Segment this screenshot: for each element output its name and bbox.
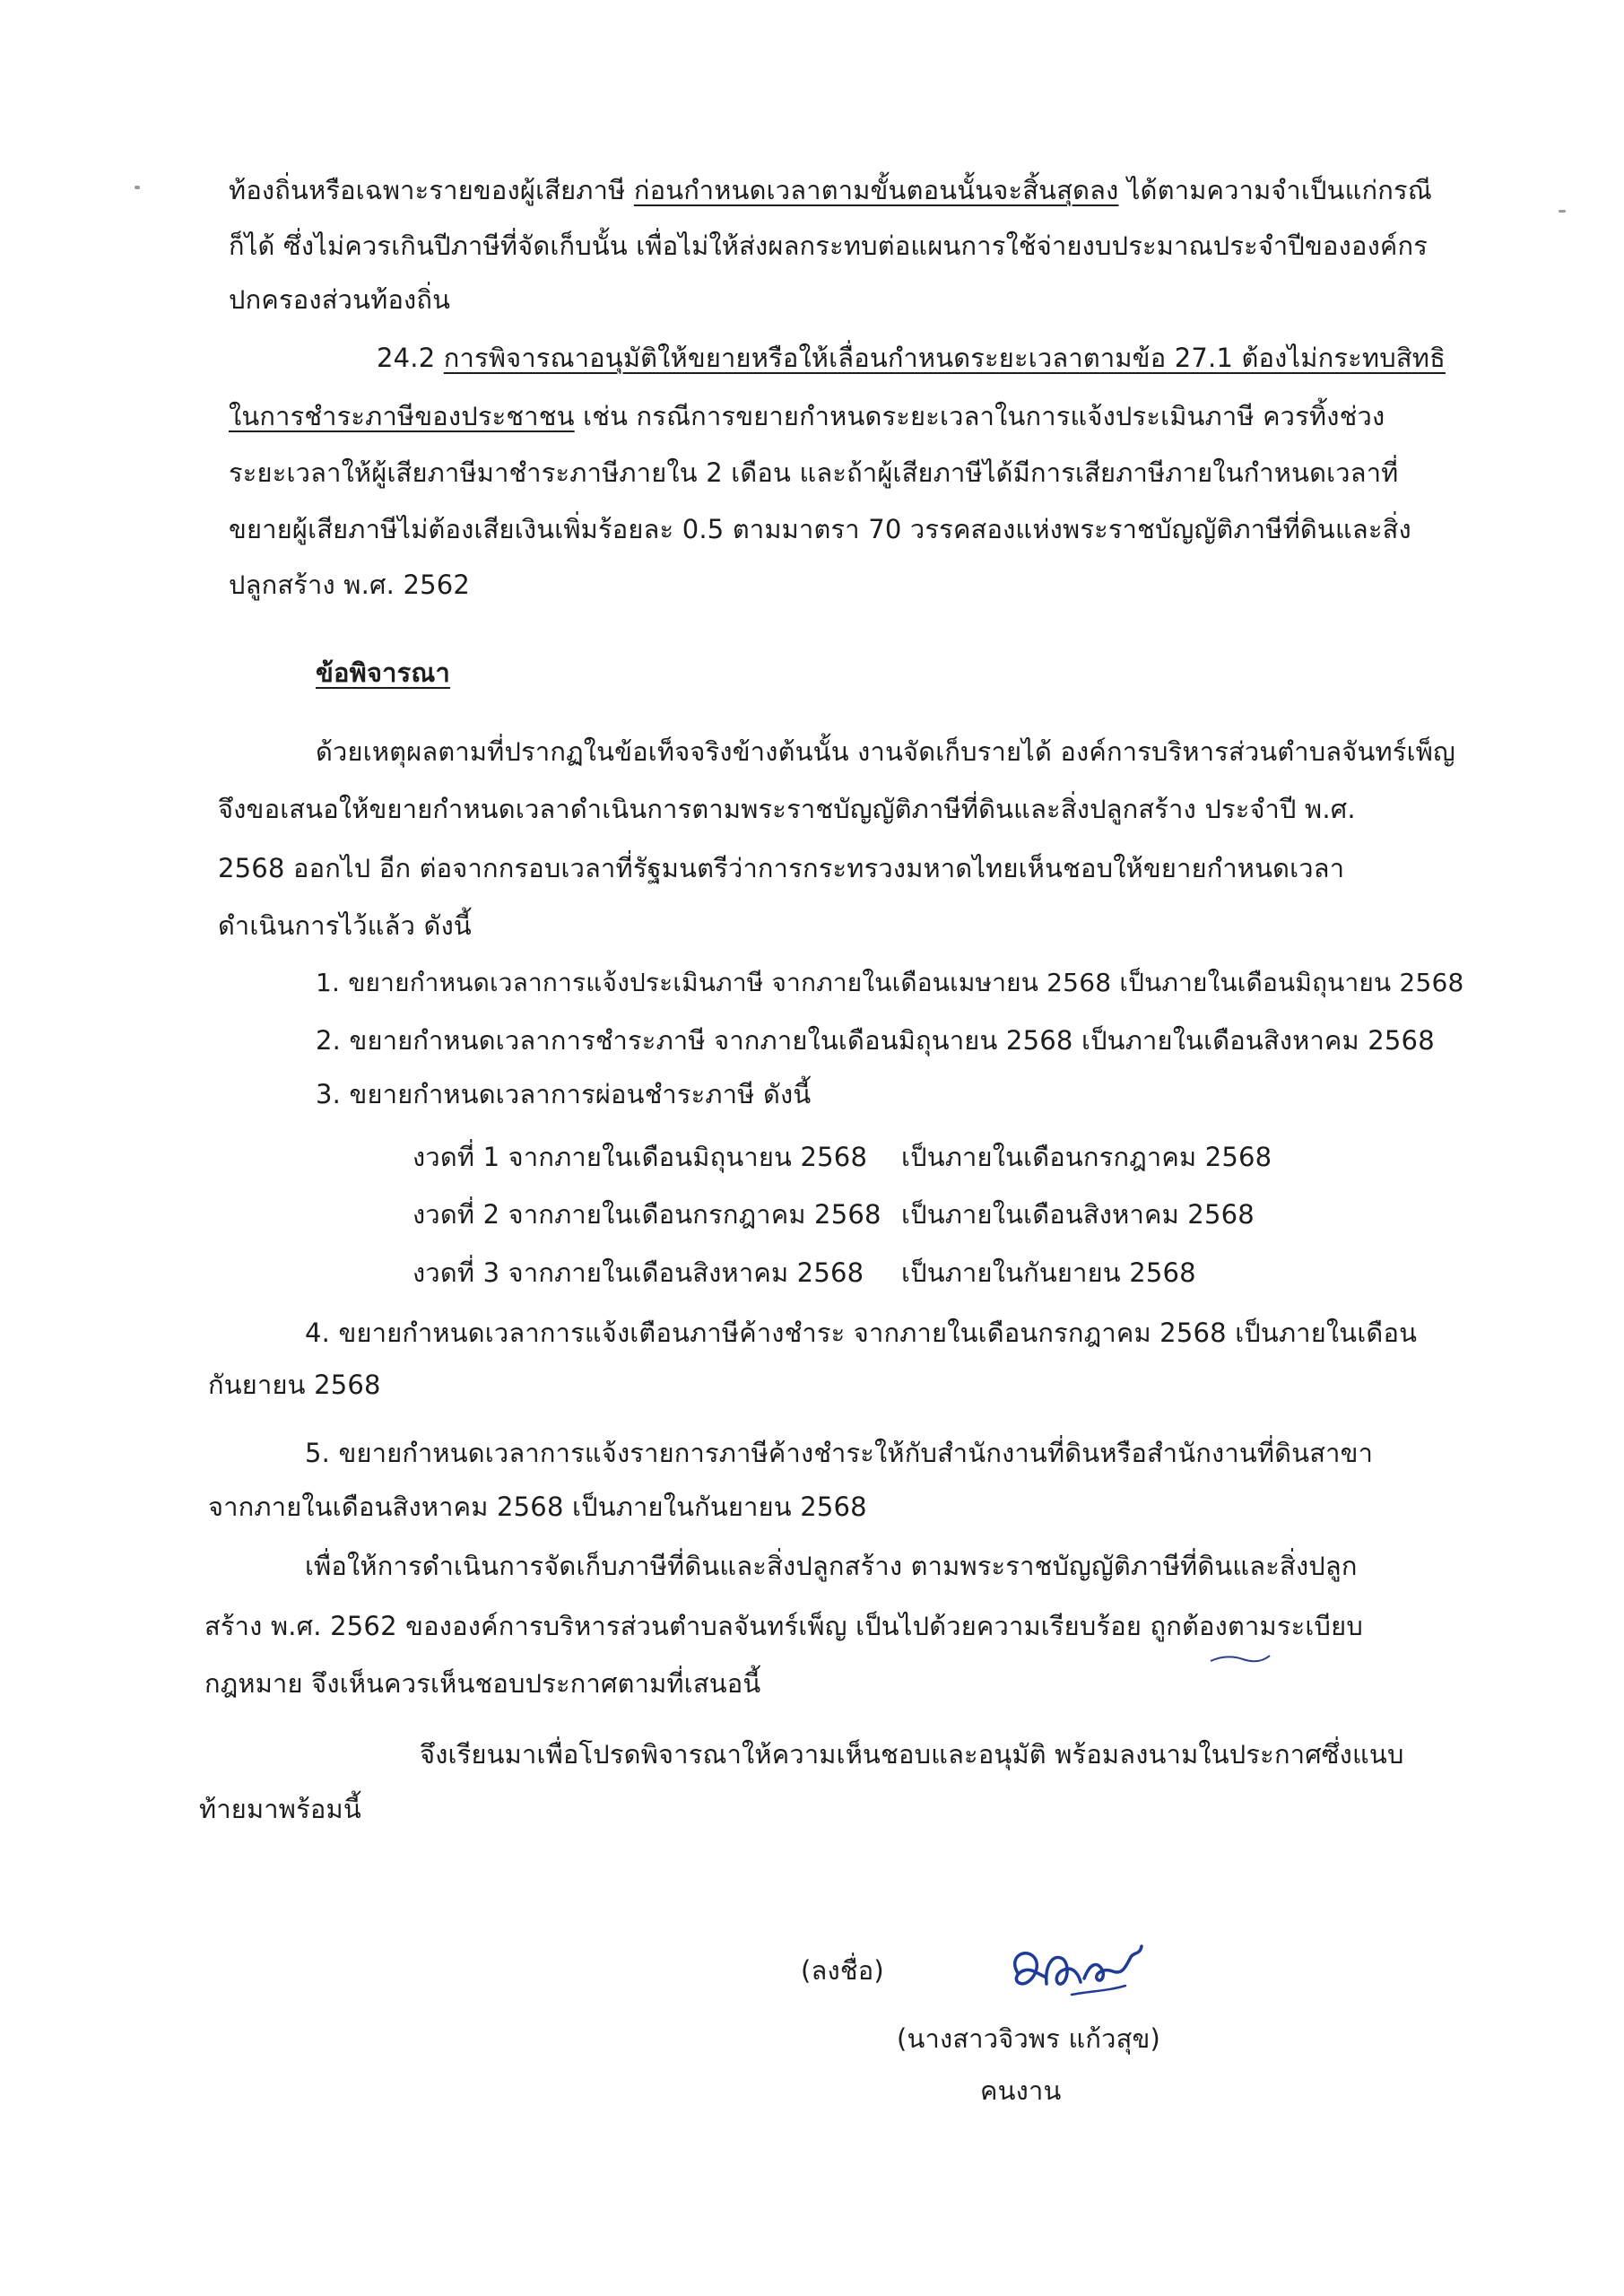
paragraph-3-line-4: ดำเนินการไว้แล้ว ดังนี้ xyxy=(218,910,472,941)
installment-1-to: เป็นภายในเดือนกรกฎาคม 2568 xyxy=(901,1142,1272,1172)
installment-2-from: งวดที่ 2 จากภายในเดือนกรกฎาคม 2568 xyxy=(413,1199,881,1230)
section-heading: ข้อพิจารณา xyxy=(316,657,450,688)
signer-name: (นางสาวจิวพร แก้วสุข) xyxy=(897,2023,1161,2054)
list-item-3: 3. ขยายกำหนดเวลาการผ่อนชำระภาษี ดังนี้ xyxy=(316,1079,812,1109)
list-item-2: 2. ขยายกำหนดเวลาการชำระภาษี จากภายในเดือนมิถุนายน 2568 เป็นภายในเดือนสิงหาคม 2568 xyxy=(316,1025,1435,1056)
text: เช่น กรณีการขยายกำหนดระยะเวลาในการแจ้งประเมินภาษี ควรทิ้งช่วง xyxy=(574,401,1385,431)
handwritten-signature xyxy=(991,1919,1152,2018)
paragraph-4-line-3: กฎหมาย จึงเห็นควรเห็นชอบประกาศตามที่เสนอนี้ xyxy=(204,1668,761,1699)
list-item-4-line-1: 4. ขยายกำหนดเวลาการแจ้งเตือนภาษีค้างชำระ จากภายในเดือนกรกฎาคม 2568 เป็นภายในเดือน xyxy=(305,1318,1418,1348)
paragraph-4-line-2: สร้าง พ.ศ. 2562 ขององค์การบริหารส่วนตำบลจันทร์เพ็ญ เป็นไปด้วยความเรียบร้อย ถูกต้องตามระเบียบ xyxy=(204,1611,1363,1641)
paragraph-3-line-2: จึงขอเสนอให้ขยายกำหนดเวลาดำเนินการตามพระราชบัญญัติภาษีที่ดินและสิ่งปลูกสร้าง ประจำปี พ.ศ. xyxy=(218,794,1356,824)
paragraph-2-line-5: ปลูกสร้าง พ.ศ. 2562 xyxy=(229,570,471,600)
paragraph-3-line-1: ด้วยเหตุผลตามที่ปรากฏในข้อเท็จจริงข้างต้นนั้น งานจัดเก็บรายได้ องค์การบริหารส่วนตำบลจันทร์เพ็ญ xyxy=(316,736,1455,767)
scan-speck xyxy=(135,186,140,189)
paragraph-2-line-4: ขยายผู้เสียภาษีไม่ต้องเสียเงินเพิ่มร้อยละ 0.5 ตามมาตรา 70 วรรคสองแห่งพระราชบัญญัติภาษีที่ดินและสิ่ง xyxy=(229,514,1411,544)
sign-label: (ลงชื่อ) xyxy=(801,1955,884,1986)
scan-speck xyxy=(1559,210,1566,213)
list-item-1: 1. ขยายกำหนดเวลาการแจ้งประเมินภาษี จากภายในเดือนเมษายน 2568 เป็นภายในเดือนมิถุนายน 2568 xyxy=(316,968,1464,997)
paragraph-5-line-1: จึงเรียนมาเพื่อโปรดพิจารณาให้ความเห็นชอบและอนุมัติ พร้อมลงนามในประกาศซึ่งแนบ xyxy=(420,1739,1404,1770)
pen-mark xyxy=(1209,1650,1272,1668)
underlined-text: ก่อนกำหนดเวลาตามขั้นตอนนั้นจะสิ้นสุดลง xyxy=(633,175,1119,205)
underlined-text: ในการชำระภาษีของประชาชน xyxy=(229,401,575,431)
paragraph-1-line-2: ก็ได้ ซึ่งไม่ควรเกินปีภาษีที่จัดเก็บนั้น เพื่อไม่ให้ส่งผลกระทบต่อแผนการใช้จ่ายงบประมาณประจำปีขององค์กร xyxy=(229,230,1429,261)
signer-position: คนงาน xyxy=(980,2075,1062,2106)
paragraph-2-line-3: ระยะเวลาให้ผู้เสียภาษีมาชำระภาษีภายใน 2 เดือน และถ้าผู้เสียภาษีได้มีการเสียภาษีภายในกำหนดเวลาที่ xyxy=(229,457,1399,488)
paragraph-2-line-2 xyxy=(229,398,1385,434)
list-item-5-line-1: 5. ขยายกำหนดเวลาการแจ้งรายการภาษีค้างชำระให้กับสำนักงานที่ดินหรือสำนักงานที่ดินสาขา xyxy=(305,1438,1374,1468)
underlined-text: การพิจารณาอนุมัติให้ขยายหรือให้เลื่อนกำหนดระยะเวลาตามข้อ 27.1 ต้องไม่กระทบสิทธิ xyxy=(443,343,1446,373)
installment-1-from: งวดที่ 1 จากภายในเดือนมิถุนายน 2568 xyxy=(413,1142,868,1172)
paragraph-5-line-2: ท้ายมาพร้อมนี้ xyxy=(199,1794,361,1824)
installment-3-to: เป็นภายในกันยายน 2568 xyxy=(901,1257,1196,1288)
clause-number: 24.2 xyxy=(377,343,444,373)
list-item-4-line-2: กันยายน 2568 xyxy=(208,1370,381,1400)
paragraph-1-line-3: ปกครองส่วนท้องถิ่น xyxy=(229,284,451,315)
paragraph-4-line-1: เพื่อให้การดำเนินการจัดเก็บภาษีที่ดินและสิ่งปลูกสร้าง ตามพระราชบัญญัติภาษีที่ดินและสิ่งปลูก xyxy=(305,1551,1358,1581)
list-item-5-line-2: จากภายในเดือนสิงหาคม 2568 เป็นภายในกันยายน 2568 xyxy=(208,1492,867,1522)
text: ได้ตามความจำเป็นแก่กรณี xyxy=(1118,175,1432,205)
paragraph-3-line-3: 2568 ออกไป อีก ต่อจากกรอบเวลาที่รัฐมนตรีว่าการกระทรวงมหาดไทยเห็นชอบให้ขยายกำหนดเวลา xyxy=(218,853,1345,883)
paragraph-1-line-1 xyxy=(229,172,1432,208)
paragraph-2-line-1 xyxy=(377,340,1446,376)
text: ท้องถิ่นหรือเฉพาะรายของผู้เสียภาษี xyxy=(229,175,634,205)
installment-3-from: งวดที่ 3 จากภายในเดือนสิงหาคม 2568 xyxy=(413,1257,864,1288)
installment-2-to: เป็นภายในเดือนสิงหาคม 2568 xyxy=(901,1199,1255,1230)
